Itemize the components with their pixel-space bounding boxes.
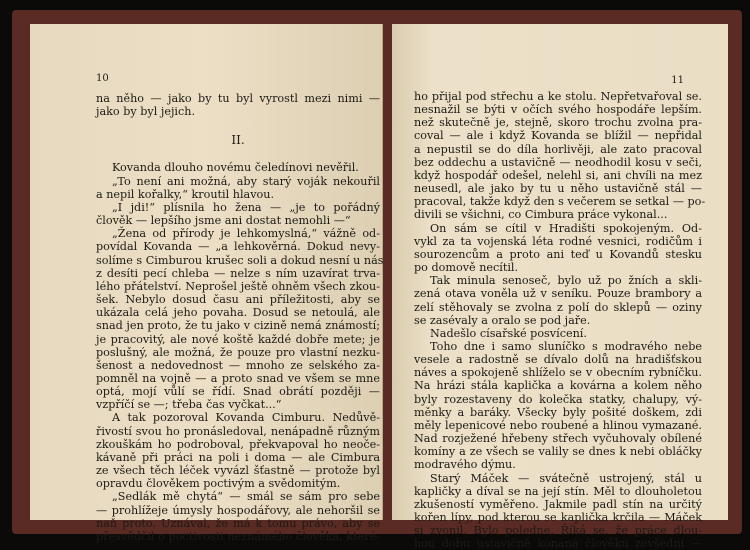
- text-line: Toho dne i samo sluníčko s modravého nebe: [430, 339, 702, 353]
- right-body-lines: [414, 90, 706, 550]
- text-line: poslušný, ale možná, že pouze pro vlastní nezku-: [96, 345, 380, 359]
- page-number-left: 10: [96, 73, 109, 84]
- text-line: hou dobu ustavičně konaná člověku zevšední —: [414, 537, 702, 550]
- left-body-lines: [96, 161, 384, 543]
- text-line: jako by byl jejich.: [96, 105, 196, 119]
- text-line: komíny a ze všech se valily se dnes k nebi obláčky: [414, 445, 702, 459]
- text-line: zkušeností vyměřeno. Jakmile padl stín na určitý: [414, 497, 702, 511]
- text-line: si zvonil. Bylo poledne. Říká se, že práce dlou-: [414, 524, 702, 538]
- text-line: než skutečně je, stejně, skoro trochu zvolna pra-: [414, 116, 702, 130]
- text-line: zelí stěhovaly se zvolna z polí do sklepů — oziny: [414, 300, 702, 314]
- text-line: opravdu člověkem poctivým a svědomitým.: [96, 477, 341, 491]
- page-number-right: 11: [671, 75, 684, 86]
- text-line: po domově necítil.: [414, 261, 519, 275]
- text-line: na něho — jako by tu byl vyrostl mezi nimi —: [96, 92, 380, 105]
- text-line: byly rozestaveny do kolečka statky, chalupy, vý-: [414, 392, 702, 406]
- left-page: [30, 24, 384, 543]
- text-line: snad jen proto, že tu jako v cizině nemá známostí;: [96, 319, 380, 333]
- text-line: měly lepenicové nebo roubené a hlinou vymazané.: [414, 418, 702, 432]
- text-line: povídal Kovanda — „a lehkověrná. Dokud nevy-: [96, 240, 380, 254]
- text-line: Nad rozježené hřebeny střech vyčuhovaly obílené: [414, 432, 702, 446]
- text-line: je pracovitý, ale nové koště každé dobře mete; je: [96, 332, 380, 346]
- right-page-text: [414, 90, 706, 550]
- text-line: „Žena od přírody je lehkomyslná,“ vážně od-: [112, 227, 380, 241]
- text-line: ukázala celá jeho povaha. Dosud se netoulá, ale: [96, 306, 380, 320]
- text-line: optá, mojí vůlí se řídí. Snad obrátí později —: [96, 385, 380, 399]
- text-line: zená otava voněla už v seníku. Pouze brambory a: [414, 287, 702, 301]
- text-line: vykl za ta vojenská léta rodné vesnici, rodičům i: [414, 234, 702, 248]
- chapter-heading: II.: [231, 133, 245, 148]
- text-line: Kovanda dlouho novému čeledínovi nevěřil.: [112, 161, 359, 175]
- text-line: „I jdi!“ plísnila ho žena — „je to pořádný: [112, 200, 380, 214]
- text-line: „Sedlák mě chytá“ — smál se sám pro sebe: [112, 490, 380, 504]
- text-line: Starý Máček — svátečně ustrojený, stál u: [430, 471, 702, 485]
- text-line: „To není ani možná, aby starý voják nekouřil: [112, 174, 380, 188]
- text-line: Na hrázi stála kaplička a kovárna a kolem něho: [414, 379, 702, 393]
- text-line: sourozencům a proto ani teď u Kovandů stesku: [414, 247, 702, 261]
- text-line: se zasévaly a oralo se pod jaře.: [414, 313, 591, 327]
- text-line: a nepil kořalky,“ kroutil hlavou.: [96, 187, 275, 201]
- text-line: nesnažil se býti v očích svého hospodáře lepším.: [414, 103, 702, 117]
- text-line: neusedl, ale jako by tu u něho ustavičně stál —: [414, 182, 702, 196]
- text-line: náves a spokojeně shlíželo se v obecním rybníčku.: [414, 366, 702, 380]
- open-book: [12, 10, 742, 550]
- text-line: — prohlížeje úmysly hospodářovy, ale nehoršil se: [96, 503, 380, 517]
- text-line: pracoval, takže když den s večerem se setkal — po-: [414, 195, 706, 209]
- text-line: ze všech těch léček vyvázl šťastně — protože byl: [96, 464, 380, 478]
- text-line: lého přátelství. Neprošel ještě ohněm všech zkou-: [96, 279, 380, 293]
- text-line: vesele a radostně se dívalo dolů na hradišťskou: [414, 353, 702, 367]
- text-line: zkouškám ho podroboval, překvapoval ho neoče-: [96, 437, 380, 451]
- left-page-text: [96, 92, 384, 543]
- text-line: přesvědčil o poctivosti neznámého člověka, které-: [96, 529, 380, 543]
- text-line: měnky a baráky. Všecky byly pošité doškem, zdi: [414, 405, 702, 419]
- text-line: solíme s Cimburou krušec soli a dokud nesní u nás: [96, 253, 384, 267]
- text-line: naň proto. Uznával, že má k tomu právo, aby se: [96, 516, 380, 530]
- text-line: šenost a nedovednost — mnoho ze selského za-: [96, 358, 380, 372]
- text-line: a nepustil se do díla horlivěji, ale zato pracoval: [414, 142, 702, 156]
- text-line: ho přijal pod střechu a ke stolu. Nepřetvařoval se.: [414, 90, 702, 103]
- text-line: Nadešlo císařské posvícení.: [430, 326, 587, 340]
- text-line: A tak pozoroval Kovanda Cimburu. Nedůvě-: [112, 411, 380, 425]
- text-line: pomněl na vojně — a proto snad ve všem se mne: [96, 371, 380, 385]
- text-line: bez oddechu a ustavičně — neodhodil kosu v seči,: [414, 155, 702, 169]
- text-line: řivostí svou ho pronásledoval, nenápadně různým: [96, 424, 380, 438]
- text-line: kávaně při práci na poli i doma — ale Cimbura: [96, 450, 380, 464]
- text-line: Tak minula senoseč, bylo už po žních a skli-: [430, 274, 702, 288]
- text-line: kapličky a díval se na její stín. Měl to dlouholetou: [414, 484, 702, 498]
- right-page: [392, 24, 728, 550]
- text-line: divili se všichni, co Cimbura práce vykonal...: [414, 208, 668, 222]
- text-line: coval — ale i když Kovanda se blížil — nepřidal: [414, 129, 702, 143]
- text-line: On sám se cítil v Hradišti spokojeným. Od-: [430, 221, 702, 235]
- text-line: když hospodář odešel, nelehl si, ani chvíli na mez: [414, 168, 702, 182]
- text-line: člověk — lepšího jsme ani dostat nemohli —“: [96, 214, 351, 228]
- text-line: vzpříčí se —; třeba čas vyčkat...“: [96, 398, 282, 412]
- text-line: modravého dýmu.: [414, 458, 516, 472]
- text-line: z desíti pecí chleba — nelze s ním uzavírat trva-: [96, 266, 380, 280]
- text-line: šek. Nebylo dosud času ani příležitosti, aby se: [96, 293, 380, 307]
- text-line: kořen lípy, pod kterou se kaplička krčila — Máček: [414, 511, 702, 524]
